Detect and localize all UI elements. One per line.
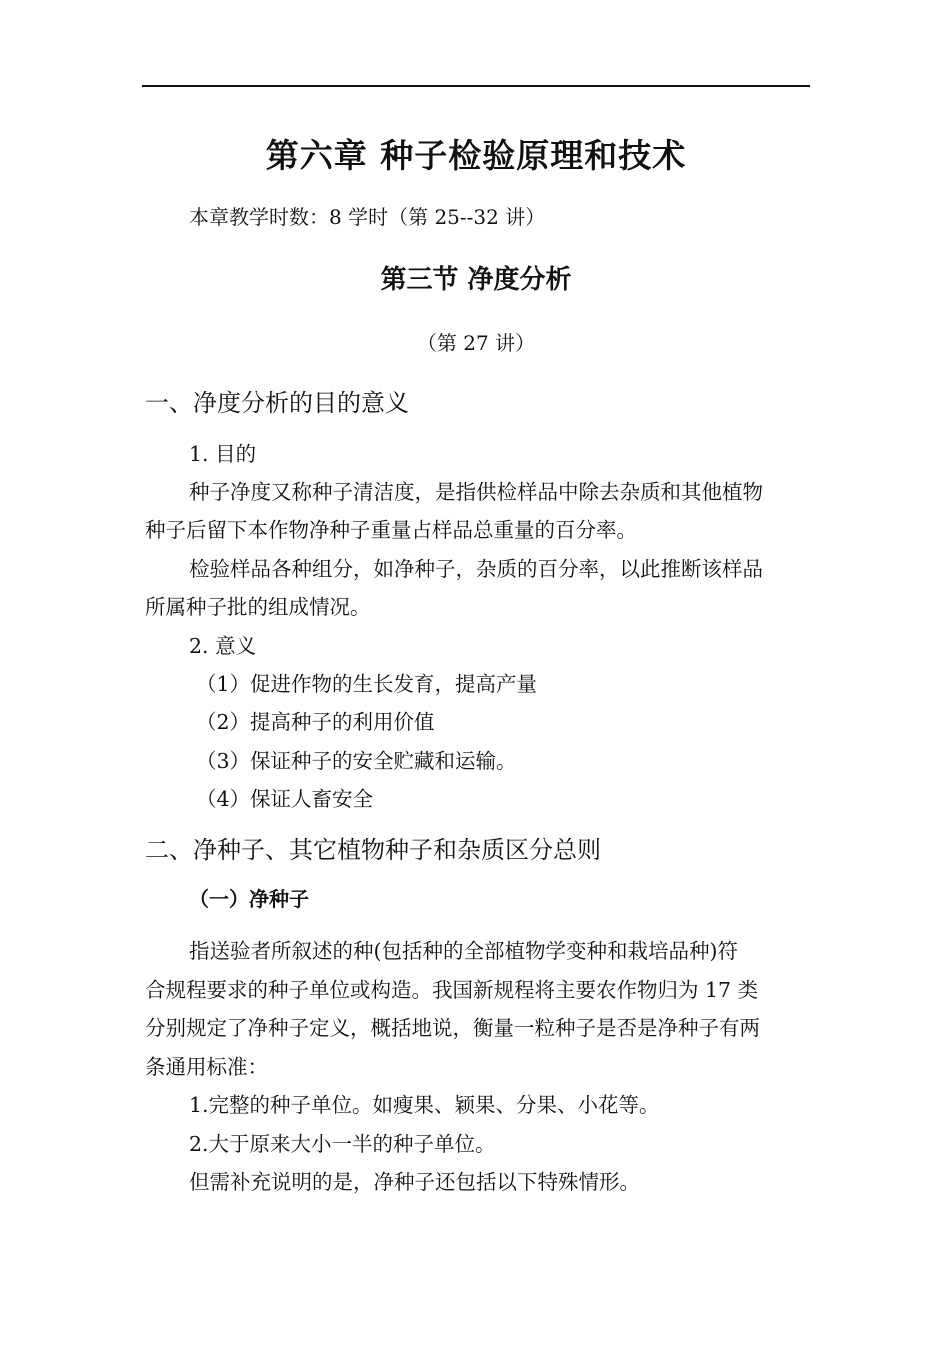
purpose-paragraph-1-line-2: 种子后留下本作物净种子重量占样品总重量的百分率。 [145,518,637,542]
pure-seed-paragraph-line-4: 条通用标准： [145,1055,268,1079]
part2-subheading: （一）净种子 [189,887,309,911]
supplementary-note: 但需补充说明的是，净种子还包括以下特殊情形。 [189,1170,640,1194]
part2-heading: 二、净种子、其它植物种子和杂质区分总则 [145,836,601,864]
lecture-number: （第 27 讲） [416,331,536,355]
purpose-paragraph-2-line-2: 所属种子批的组成情况。 [145,595,371,619]
purpose-label: 1. 目的 [189,442,257,466]
standard-1: 1.完整的种子单位。如瘦果、颖果、分果、小花等。 [189,1093,660,1117]
header-rule [142,85,810,87]
pure-seed-paragraph-line-1: 指送验者所叙述的种(包括种的全部植物学变种和栽培品种)符 [189,939,738,963]
purpose-paragraph-2-line-1: 检验样品各种组分，如净种子，杂质的百分率，以此推断该样品 [189,557,763,581]
pure-seed-paragraph-line-3: 分别规定了净种子定义，概括地说，衡量一粒种子是否是净种子有两 [145,1016,760,1040]
section-title: 第三节 净度分析 [380,265,572,295]
pure-seed-paragraph-line-2: 合规程要求的种子单位或构造。我国新规程将主要农作物归为 17 类 [145,978,759,1002]
chapter-title: 第六章 种子检验原理和技术 [265,136,687,175]
significance-item-2: （2）提高种子的利用价值 [196,710,435,734]
significance-item-1: （1）促进作物的生长发育，提高产量 [196,672,538,696]
part1-heading: 一、净度分析的目的意义 [145,389,409,417]
purpose-paragraph-1-line-1: 种子净度又称种子清洁度，是指供检样品中除去杂质和其他植物 [189,480,763,504]
teaching-hours: 本章教学时数：8 学时（第 25--32 讲） [189,205,546,229]
significance-item-3: （3）保证种子的安全贮藏和运输。 [196,749,517,773]
significance-item-4: （4）保证人畜安全 [196,787,374,811]
standard-2: 2.大于原来大小一半的种子单位。 [189,1132,496,1156]
significance-label: 2. 意义 [189,634,257,658]
